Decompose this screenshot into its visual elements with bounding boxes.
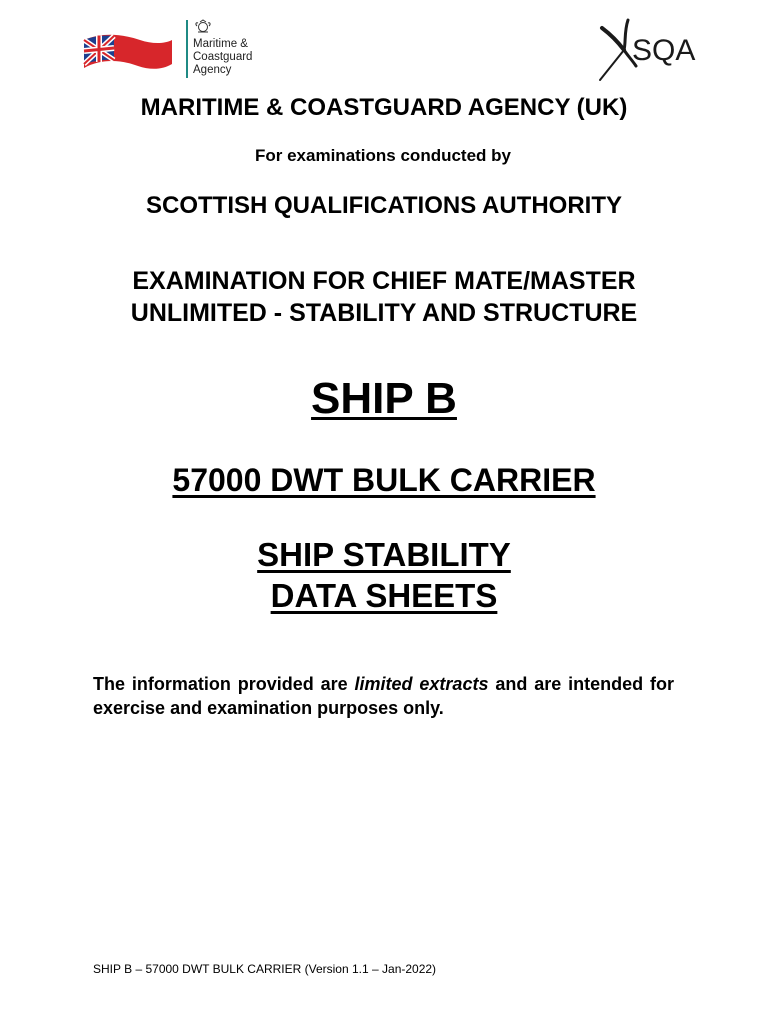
data-sheets-title-line: DATA SHEETS [270,577,498,614]
page-footer: SHIP B – 57000 DWT BULK CARRIER (Version 1.1 – Jan-2022) [93,962,437,976]
mca-logo-line: Maritime & [193,38,248,50]
data-sheets-title-line: SHIP STABILITY [257,536,511,573]
notice-emphasis: limited extracts [354,674,489,694]
examination-title-line: UNLIMITED - STABILITY AND STRUCTURE [130,299,638,327]
carrier-title-text: 57000 DWT BULK CARRIER [172,462,596,498]
agency-title: MARITIME & COASTGUARD AGENCY (UK) [140,94,628,121]
conducted-by-text: For examinations conducted by [255,146,511,165]
ship-title-text: SHIP B [311,374,457,423]
examination-title-line: EXAMINATION FOR CHIEF MATE/MASTER [132,267,636,295]
data-sheets-title [0,534,768,616]
red-ensign-flag-icon [82,28,174,76]
usage-notice [93,672,674,720]
document-header [0,0,768,90]
authority-title: SCOTTISH QUALIFICATIONS AUTHORITY [146,192,622,219]
carrier-title [0,462,768,499]
sqa-logo-text: SQA [632,34,696,67]
mca-logo-divider [186,20,188,78]
mca-logo-line: Coastguard [193,51,253,63]
notice-text: and are intended for exercise and examination purposes only. [93,674,674,718]
sqa-logo-icon [596,16,702,84]
examination-title [0,265,768,329]
ship-title [0,374,768,424]
notice-text: The information provided are [93,674,355,694]
royal-crest-icon [194,19,212,34]
mca-logo-text [193,38,252,77]
mca-logo-line: Agency [193,64,232,76]
